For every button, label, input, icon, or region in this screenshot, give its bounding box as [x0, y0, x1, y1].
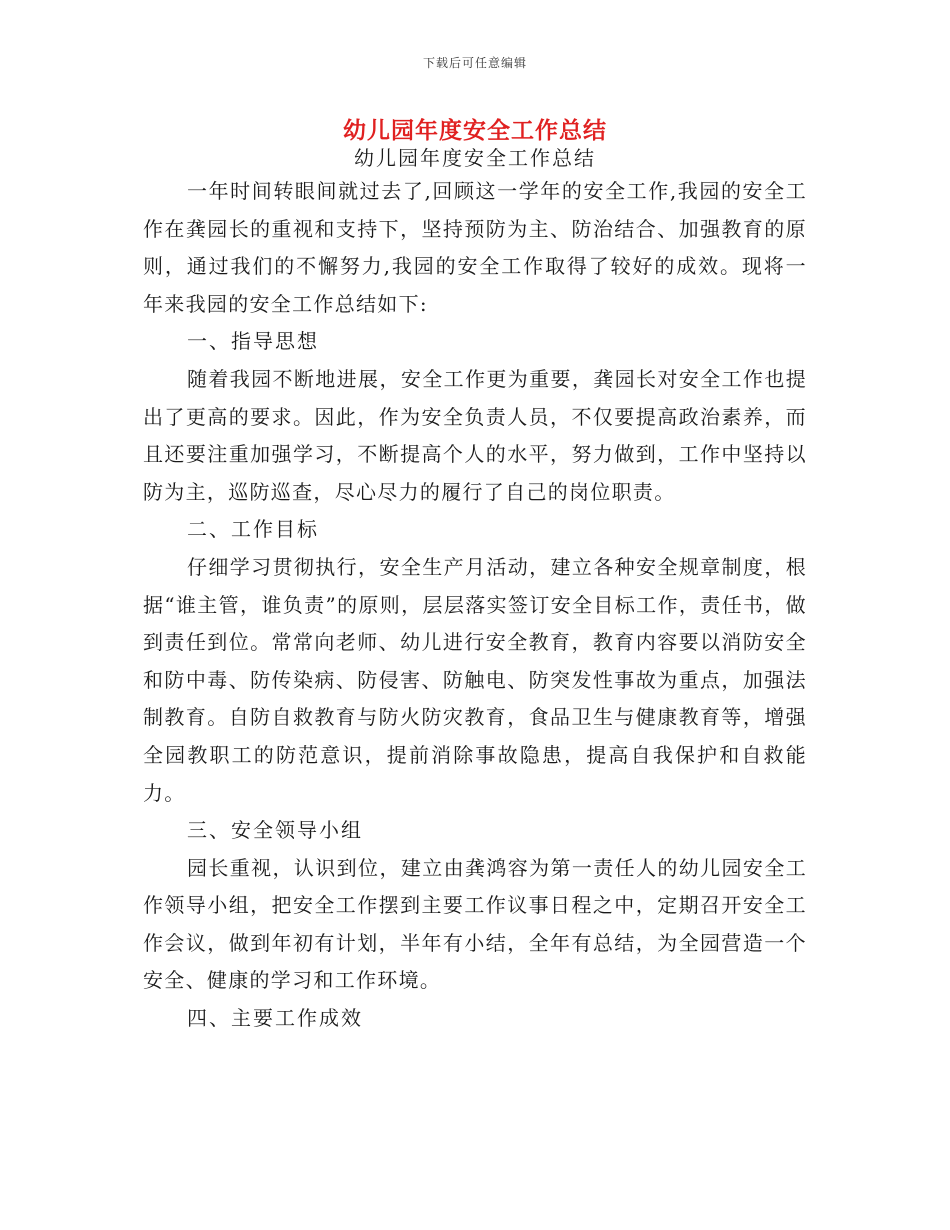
document-title: 幼儿园年度安全工作总结	[343, 118, 607, 144]
document-body	[143, 173, 807, 1038]
section-heading-guiding-thought: 一、指导思想	[187, 329, 319, 354]
intro-paragraph: 一年时间转眼间就过去了,回顾这一学年的安全工作,我园的安全工作在龚园长的重视和支持下，坚持预防为主、防治结合、加强教育的原则，通过我们的不懈努力,我园的安全工作取得了较好的成效。现将一年来我园的安全工作总结如下:	[143, 179, 807, 316]
section-body-safety-leadership: 园长重视，认识到位，建立由龚鸿容为第一责任人的幼儿园安全工作领导小组，把安全工作摆到主要工作议事日程之中，定期召开安全工作会议，做到年初有计划，半年有小结，全年有总结，为全园营造一个安全、健康的学习和工作环境。	[143, 855, 807, 993]
section-heading-safety-leadership: 三、安全领导小组	[187, 818, 363, 843]
section-body-work-goals: 仔细学习贯彻执行，安全生产月活动，建立各种安全规章制度，根据“谁主管，谁负责”的原则，层层落实签订安全目标工作，责任书，做到责任到位。常常向老师、幼儿进行安全教育，教育内容要以消防安全和防中毒、防传染病、防侵害、防触电、防突发性事故为重点，加强法制教育。自防自救教育与防火防灾教育，食品卫生与健康教育等，增强全园教职工的防范意识，提前消除事故隐患，提高自我保护和自救能力。	[143, 554, 807, 805]
document-subtitle: 幼儿园年度安全工作总结	[354, 146, 596, 170]
section-heading-main-results: 四、主要工作成效	[187, 1006, 363, 1031]
section-heading-work-goals: 二、工作目标	[187, 517, 319, 542]
header-note: 下载后可任意编辑	[422, 56, 527, 70]
section-body-guiding-thought: 随着我园不断地进展，安全工作更为重要，龚园长对安全工作也提出了更高的要求。因此，作为安全负责人员，不仅要提高政治素养，而且还要注重加强学习，不断提高个人的水平，努力做到，工作中坚持以防为主，巡防巡查，尽心尽力的履行了自己的岗位职责。	[143, 366, 807, 504]
